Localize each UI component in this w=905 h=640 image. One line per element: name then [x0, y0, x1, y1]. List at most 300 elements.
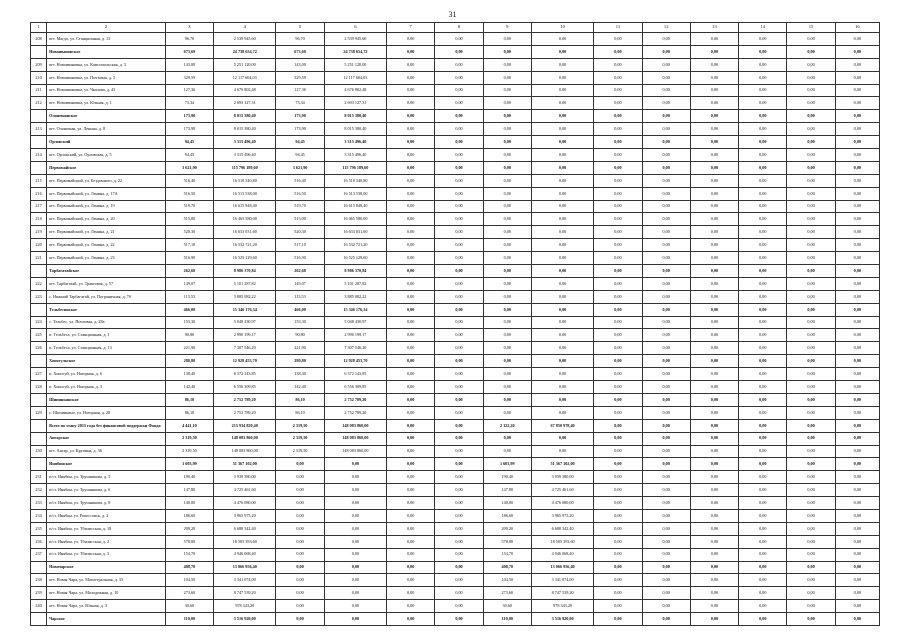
value-cell: 3 621,90: [165, 161, 213, 174]
value-cell: 86,10: [165, 406, 213, 419]
value-cell: 0,00: [690, 290, 738, 303]
value-cell: 0,00: [594, 71, 642, 84]
value-cell: 0,00: [387, 136, 435, 149]
value-cell: 0,00: [835, 445, 879, 458]
value-cell: 4 476 080,00: [214, 497, 276, 510]
value-cell: 0,00: [594, 587, 642, 600]
value-cell: 0,00: [483, 58, 531, 71]
value-cell: 16 633 031,60: [214, 226, 276, 239]
value-cell: 0,00: [787, 509, 835, 522]
value-cell: 520,30: [165, 226, 213, 239]
value-cell: 517,10: [165, 239, 213, 252]
value-cell: 0,00: [835, 290, 879, 303]
value-cell: 94,45: [165, 149, 213, 162]
value-cell: 16 513 538,00: [214, 187, 276, 200]
row-name: Тарбагатайское: [47, 265, 166, 278]
row-name: п/ст. Инябин, ул. Трушникова, д. 6: [47, 484, 166, 497]
value-cell: 3 516 920,00: [214, 613, 276, 626]
value-cell: 0,00: [483, 393, 531, 406]
value-cell: 0,00: [483, 368, 531, 381]
table-row: [31, 97, 880, 110]
value-cell: 0,00: [787, 522, 835, 535]
value-cell: 0,00: [642, 110, 690, 123]
value-cell: 0,00: [690, 355, 738, 368]
value-cell: 0,00: [690, 187, 738, 200]
value-cell: 12 117 604,03: [324, 71, 386, 84]
value-cell: 0,00: [739, 393, 787, 406]
row-number: [31, 613, 47, 626]
value-cell: 0,00: [594, 561, 642, 574]
value-cell: 0,00: [690, 58, 738, 71]
row-name: с. Нижний Тарбагатай, ул. Пограничная, д. 7б: [47, 290, 166, 303]
value-cell: 2 693 127,31: [324, 97, 386, 110]
row-number: 226: [31, 342, 47, 355]
value-cell: 0,00: [787, 252, 835, 265]
value-cell: 0,00: [690, 368, 738, 381]
value-cell: 104,50: [483, 574, 531, 587]
value-cell: 0,00: [739, 303, 787, 316]
value-cell: 0,00: [642, 239, 690, 252]
value-cell: 0,00: [387, 600, 435, 613]
value-cell: 6 688 342,40: [531, 522, 593, 535]
value-cell: 0,00: [387, 406, 435, 419]
row-name: пгт. Первомайский, ул. Ленина, д. 23: [47, 252, 166, 265]
row-name: пгт. Первомайский, ул. Ленина, д. 21: [47, 226, 166, 239]
value-cell: 5 251 120,00: [214, 58, 276, 71]
value-cell: 16 465 580,00: [324, 213, 386, 226]
value-cell: 0,00: [387, 574, 435, 587]
value-cell: 186,60: [165, 509, 213, 522]
value-cell: 0,00: [787, 33, 835, 46]
value-cell: 0,00: [594, 97, 642, 110]
value-cell: 0,00: [435, 226, 483, 239]
row-name: п/ст. Инябин, ул. Тбилисская, д. 3: [47, 548, 166, 561]
value-cell: 30,60: [483, 600, 531, 613]
value-cell: 0,00: [435, 600, 483, 613]
value-cell: 0,00: [387, 471, 435, 484]
value-cell: 209,20: [483, 522, 531, 535]
value-cell: 173,90: [165, 110, 213, 123]
value-cell: 0,00: [690, 45, 738, 58]
table-row: [31, 381, 880, 394]
value-cell: 0,00: [690, 213, 738, 226]
value-cell: 24 738 654,72: [324, 45, 386, 58]
value-cell: 262,68: [276, 265, 324, 278]
value-cell: 110,00: [483, 613, 531, 626]
value-cell: 516,40: [276, 174, 324, 187]
value-cell: 0,00: [642, 613, 690, 626]
value-cell: 2 752 789,20: [214, 393, 276, 406]
value-cell: 0,00: [483, 174, 531, 187]
value-cell: 0,00: [435, 136, 483, 149]
value-cell: 0,00: [739, 368, 787, 381]
value-cell: 0,00: [835, 239, 879, 252]
value-cell: 3 965 975,20: [214, 509, 276, 522]
row-name: пгт. Тарбагатай, ул. Трактовая, д. 57: [47, 277, 166, 290]
row-name: п/ст. Инябин, ул. Трушникова, д. 8: [47, 497, 166, 510]
value-cell: 0,00: [787, 381, 835, 394]
header-cell: 4: [214, 23, 276, 33]
value-cell: 519,70: [276, 200, 324, 213]
value-cell: 142,40: [276, 381, 324, 394]
value-cell: 0,00: [739, 187, 787, 200]
value-cell: 673,69: [165, 45, 213, 58]
value-cell: 0,00: [435, 316, 483, 329]
value-cell: 90,80: [276, 329, 324, 342]
value-cell: 8 015 380,40: [214, 123, 276, 136]
value-cell: 0,00: [739, 161, 787, 174]
group-row: [31, 458, 880, 471]
header-cell: 8: [435, 23, 483, 33]
value-cell: 0,00: [787, 71, 835, 84]
value-cell: 0,00: [642, 393, 690, 406]
value-cell: 0,00: [276, 548, 324, 561]
value-cell: 0,00: [531, 200, 593, 213]
value-cell: 0,00: [387, 123, 435, 136]
value-cell: 30,60: [165, 600, 213, 613]
value-cell: 0,00: [531, 58, 593, 71]
row-name: п/ст. Инябин, ул. Тбилисская, д. 18: [47, 522, 166, 535]
group-row: [31, 265, 880, 278]
value-cell: 0,00: [642, 149, 690, 162]
value-cell: 0,00: [435, 613, 483, 626]
value-cell: 148 083 860,00: [214, 432, 276, 445]
value-cell: 96,70: [276, 33, 324, 46]
table-row: [31, 368, 880, 381]
value-cell: 3 315 496,40: [214, 136, 276, 149]
value-cell: 516,50: [276, 187, 324, 200]
value-cell: 0,00: [531, 84, 593, 97]
value-cell: 0,00: [387, 509, 435, 522]
value-cell: 0,00: [835, 458, 879, 471]
value-cell: 0,00: [787, 484, 835, 497]
value-cell: 0,00: [690, 174, 738, 187]
value-cell: 0,00: [835, 187, 879, 200]
value-cell: 0,00: [835, 174, 879, 187]
value-cell: 5 048 430,97: [214, 316, 276, 329]
value-cell: 0,00: [642, 548, 690, 561]
value-cell: 0,00: [835, 252, 879, 265]
value-cell: 209,20: [165, 522, 213, 535]
value-cell: 0,00: [387, 290, 435, 303]
value-cell: 0,00: [594, 574, 642, 587]
value-cell: 0,00: [483, 406, 531, 419]
value-cell: 0,00: [835, 613, 879, 626]
value-cell: 0,00: [690, 406, 738, 419]
value-cell: 0,00: [835, 58, 879, 71]
table-row: [31, 84, 880, 97]
group-row: [31, 419, 880, 432]
value-cell: 94,45: [165, 136, 213, 149]
value-cell: 0,00: [594, 484, 642, 497]
value-cell: 0,00: [483, 187, 531, 200]
value-cell: 0,00: [324, 574, 386, 587]
value-cell: 3 939 380,00: [214, 471, 276, 484]
group-row: [31, 161, 880, 174]
value-cell: 3 885 082,22: [214, 290, 276, 303]
value-cell: 0,00: [739, 71, 787, 84]
value-cell: 0,00: [787, 368, 835, 381]
value-cell: 0,00: [787, 84, 835, 97]
value-cell: 0,00: [690, 342, 738, 355]
value-cell: 0,00: [739, 522, 787, 535]
value-cell: 0,00: [642, 574, 690, 587]
value-cell: 148 083 860,00: [324, 419, 386, 432]
value-cell: 0,00: [387, 535, 435, 548]
table-row: [31, 406, 880, 419]
value-cell: 2 319,50: [165, 432, 213, 445]
value-cell: 0,00: [387, 484, 435, 497]
row-name: пгт. Новоивановка, ул. Южная, д. 1: [47, 97, 166, 110]
value-cell: 0,00: [690, 200, 738, 213]
value-cell: 0,00: [483, 303, 531, 316]
value-cell: 0,00: [690, 471, 738, 484]
row-number: 217: [31, 200, 47, 213]
row-number: 209: [31, 58, 47, 71]
value-cell: 0,00: [324, 471, 386, 484]
value-cell: 2 539 945,60: [324, 33, 386, 46]
value-cell: 0,00: [787, 303, 835, 316]
row-name: Чарское: [47, 613, 166, 626]
value-cell: 0,00: [435, 149, 483, 162]
value-cell: 8 015 380,40: [214, 110, 276, 123]
value-cell: 0,00: [787, 432, 835, 445]
value-cell: 5 101 287,82: [324, 277, 386, 290]
value-cell: 6 556 309,85: [324, 381, 386, 394]
value-cell: 0,00: [642, 355, 690, 368]
value-cell: 0,00: [387, 200, 435, 213]
value-cell: 0,00: [642, 290, 690, 303]
value-cell: 149,07: [276, 277, 324, 290]
value-cell: 0,00: [642, 316, 690, 329]
value-cell: 0,00: [835, 419, 879, 432]
row-number: 235: [31, 522, 47, 535]
value-cell: 0,00: [642, 419, 690, 432]
value-cell: 0,00: [739, 458, 787, 471]
row-number: 233: [31, 497, 47, 510]
value-cell: 0,00: [835, 316, 879, 329]
row-number: 218: [31, 213, 47, 226]
value-cell: 24 738 654,72: [214, 45, 276, 58]
value-cell: 0,00: [835, 329, 879, 342]
value-cell: 0,00: [594, 342, 642, 355]
value-cell: 0,00: [324, 548, 386, 561]
value-cell: 0,00: [387, 548, 435, 561]
value-cell: 0,00: [835, 561, 879, 574]
value-cell: 0,00: [739, 406, 787, 419]
value-cell: 16 633 031,60: [324, 226, 386, 239]
row-number: [31, 110, 47, 123]
value-cell: 4 676 802,48: [324, 84, 386, 97]
value-cell: 0,00: [483, 213, 531, 226]
value-cell: 0,00: [387, 58, 435, 71]
row-number: 211: [31, 84, 47, 97]
value-cell: 0,00: [739, 381, 787, 394]
value-cell: 2 990 199,17: [324, 329, 386, 342]
value-cell: 0,00: [642, 600, 690, 613]
value-cell: 0,00: [531, 342, 593, 355]
value-cell: 0,00: [276, 522, 324, 535]
value-cell: 0,00: [483, 277, 531, 290]
value-cell: 0,00: [594, 84, 642, 97]
value-cell: 8 015 380,40: [324, 123, 386, 136]
value-cell: 138,40: [165, 368, 213, 381]
value-cell: 18 505 393,60: [214, 535, 276, 548]
value-cell: 0,00: [835, 84, 879, 97]
value-cell: 0,00: [594, 432, 642, 445]
header-cell: 2: [47, 23, 166, 33]
value-cell: 0,00: [594, 329, 642, 342]
value-cell: 0,00: [483, 329, 531, 342]
row-name: Ангарское: [47, 432, 166, 445]
value-cell: 16 513 538,00: [324, 187, 386, 200]
value-cell: 0,00: [594, 187, 642, 200]
value-cell: 0,00: [642, 174, 690, 187]
value-cell: 143,00: [276, 58, 324, 71]
data-table: [30, 22, 880, 626]
value-cell: 15 346 176,34: [214, 303, 276, 316]
value-cell: 0,00: [276, 509, 324, 522]
table-row: [31, 445, 880, 458]
value-cell: 0,00: [324, 600, 386, 613]
value-cell: 0,00: [835, 600, 879, 613]
value-cell: 0,00: [690, 432, 738, 445]
value-cell: 0,00: [435, 45, 483, 58]
value-cell: 0,00: [387, 33, 435, 46]
value-cell: 515,00: [276, 213, 324, 226]
value-cell: 2 539 945,60: [214, 33, 276, 46]
value-cell: 0,00: [594, 471, 642, 484]
value-cell: 0,00: [594, 381, 642, 394]
value-cell: 0,00: [594, 393, 642, 406]
value-cell: 0,00: [435, 187, 483, 200]
value-cell: 0,00: [739, 600, 787, 613]
value-cell: 0,00: [787, 329, 835, 342]
value-cell: 2 319,50: [165, 445, 213, 458]
value-cell: 3 621,90: [276, 161, 324, 174]
value-cell: 0,00: [739, 329, 787, 342]
row-number: 230: [31, 445, 47, 458]
value-cell: 0,00: [642, 136, 690, 149]
value-cell: 110,00: [165, 613, 213, 626]
row-number: 238: [31, 574, 47, 587]
value-cell: 0,00: [435, 110, 483, 123]
value-cell: 0,00: [483, 71, 531, 84]
value-cell: 0,00: [690, 316, 738, 329]
value-cell: 0,00: [690, 600, 738, 613]
value-cell: 0,00: [739, 149, 787, 162]
value-cell: 0,00: [531, 355, 593, 368]
value-cell: 0,00: [835, 213, 879, 226]
header-cell: 14: [739, 23, 787, 33]
value-cell: 0,00: [739, 587, 787, 600]
row-number: 237: [31, 548, 47, 561]
value-cell: 578,80: [165, 535, 213, 548]
value-cell: 0,00: [483, 432, 531, 445]
value-cell: 0,00: [835, 432, 879, 445]
value-cell: 0,00: [787, 406, 835, 419]
value-cell: 0,00: [594, 33, 642, 46]
value-cell: 0,00: [531, 290, 593, 303]
value-cell: 3 885 082,22: [324, 290, 386, 303]
value-cell: 1 603,99: [483, 458, 531, 471]
value-cell: 0,00: [835, 226, 879, 239]
value-cell: 8 986 370,84: [214, 265, 276, 278]
value-cell: 519,70: [165, 200, 213, 213]
value-cell: 0,00: [531, 329, 593, 342]
value-cell: 115 796 189,60: [324, 161, 386, 174]
value-cell: 0,00: [835, 355, 879, 368]
value-cell: 0,00: [690, 458, 738, 471]
value-cell: 0,00: [324, 561, 386, 574]
value-cell: 0,00: [739, 497, 787, 510]
value-cell: 0,00: [690, 161, 738, 174]
value-cell: 0,00: [835, 535, 879, 548]
value-cell: 0,00: [835, 522, 879, 535]
value-cell: 0,00: [387, 381, 435, 394]
row-number: 216: [31, 187, 47, 200]
value-cell: 0,00: [531, 368, 593, 381]
value-cell: 516,50: [165, 187, 213, 200]
value-cell: 0,00: [435, 368, 483, 381]
value-cell: 115 796 189,60: [214, 161, 276, 174]
value-cell: 0,00: [276, 600, 324, 613]
value-cell: 0,00: [435, 329, 483, 342]
value-cell: 0,00: [690, 226, 738, 239]
value-cell: 0,00: [835, 368, 879, 381]
value-cell: 153,30: [276, 316, 324, 329]
value-cell: 408,70: [165, 561, 213, 574]
value-cell: 578,80: [483, 535, 531, 548]
value-cell: 0,00: [531, 265, 593, 278]
value-cell: 0,00: [739, 484, 787, 497]
value-cell: 6 372 143,85: [214, 368, 276, 381]
value-cell: 67 850 978,40: [531, 419, 593, 432]
value-cell: 2 319,50: [276, 432, 324, 445]
row-name: пгт. Первомайский, ул. Ленина, д. 17А: [47, 187, 166, 200]
value-cell: 104,50: [165, 574, 213, 587]
value-cell: 215 934 820,40: [214, 419, 276, 432]
value-cell: 0,00: [739, 136, 787, 149]
value-cell: 0,00: [483, 200, 531, 213]
table-row: [31, 71, 880, 84]
value-cell: 2 319,50: [276, 419, 324, 432]
value-cell: 51 367 102,00: [531, 458, 593, 471]
table-row: [31, 535, 880, 548]
value-cell: 0,00: [531, 445, 593, 458]
row-name: пгт. Новая Чара, ул. Южная, д. 3: [47, 600, 166, 613]
value-cell: 0,00: [594, 303, 642, 316]
value-cell: 0,00: [690, 136, 738, 149]
value-cell: 0,00: [435, 561, 483, 574]
row-name: пгт. Орловский, ул. Орловская, д. 5: [47, 149, 166, 162]
value-cell: 8 747 539,20: [531, 587, 593, 600]
value-cell: 0,00: [690, 265, 738, 278]
value-cell: 0,00: [835, 497, 879, 510]
value-cell: 0,00: [324, 535, 386, 548]
value-cell: 51 367 102,00: [214, 458, 276, 471]
value-cell: 0,00: [387, 419, 435, 432]
value-cell: 142,40: [165, 381, 213, 394]
row-name: п. Тельбеса, ул. Станционная, д. 13: [47, 342, 166, 355]
value-cell: 0,00: [483, 84, 531, 97]
value-cell: 0,00: [594, 239, 642, 252]
value-cell: 0,00: [531, 226, 593, 239]
value-cell: 0,00: [642, 161, 690, 174]
value-cell: 0,00: [787, 213, 835, 226]
value-cell: 0,00: [739, 290, 787, 303]
value-cell: 0,00: [739, 277, 787, 290]
